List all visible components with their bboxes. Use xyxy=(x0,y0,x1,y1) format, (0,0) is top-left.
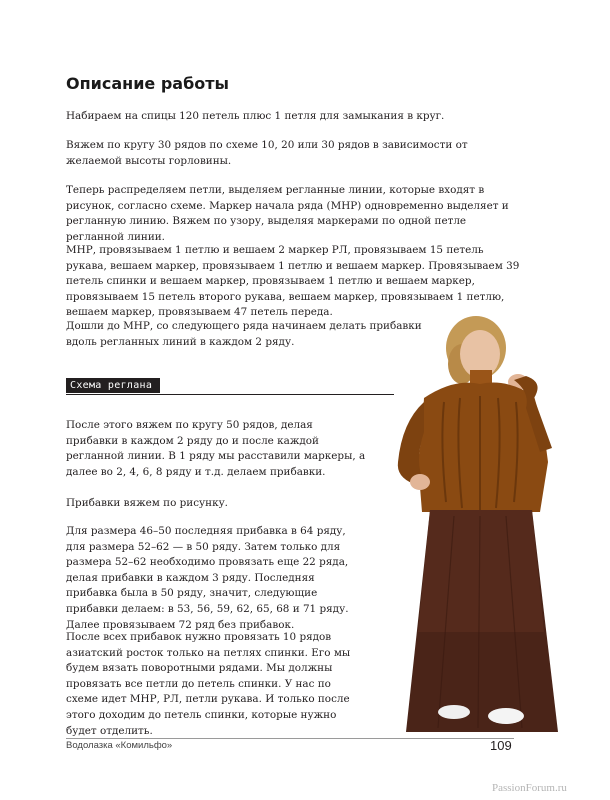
paragraph-raglan-rows: После этого вяжем по кругу 50 рядов, делая прибавки в каждом 2 ряду до и после каждой регланной линии. В 1 ряду мы расставили маркеры, а далее во 2, 4, 6, 8 ряду и т.д. делаем прибавки. xyxy=(66,419,366,478)
watermark: PassionForum.ru xyxy=(492,782,567,794)
paragraph-raglan-lines: Теперь распределяем петли, выделяем регланные линии, которые входят в рисунок, согласно схеме. Маркер начала ряда (МНР) одновременно выделяет и регланную линию. Вяжем по узору, выделяя маркерами по одной петле регланной линии. xyxy=(66,184,509,243)
paragraph-neck: Вяжем по кругу 30 рядов по схеме 10, 20 или 30 рядов в зависимости от желаемой высоты горловины. xyxy=(66,139,468,167)
footer-title: Водолазка «Комильфо» xyxy=(66,740,173,751)
page-number: 109 xyxy=(490,738,512,753)
page-heading: Описание работы xyxy=(66,74,229,93)
woman-in-knitted-sweater-photo xyxy=(394,312,564,740)
paragraph-size-increases: Для размера 46–50 последняя прибавка в 64 ряду, для размера 52–62 — в 50 ряду. Затем только для размера 52–62 необходимо провязать еще 22 ряда, делая прибавки в каждом 3 ряду. Последняя прибавка была в 50 ряду, значит, следующие прибавки делаем: в 53, 56, 59, 62, 65, 68 и 71 ряду. Далее провязываем 72 ряд без прибавок. xyxy=(66,525,349,631)
paragraph-increases-start: Дошли до МНР, со следующего ряда начинаем делать прибавки вдоль регланных линий в каждом 2 ряду. xyxy=(66,320,422,348)
paragraph-markers: МНР, провязываем 1 петлю и вешаем 2 маркер РЛ, провязываем 15 петель рукава, вешаем маркер, провязываем 1 петлю и вешаем маркер. Провязываем 39 петель спинки и вешаем маркер, провязываем 1 петлю и вешаем маркер, провязываем 15 петель второго рукава, вешаем маркер, провязываем 1 петлю, вешаем маркер, провязываем 47 петель переда. xyxy=(66,244,520,319)
paragraph-cast-on: Набираем на спицы 120 петель плюс 1 петля для замыкания в круг. xyxy=(66,110,445,122)
section-header xyxy=(66,378,394,395)
footer-divider xyxy=(66,738,514,739)
paragraph-pattern-increases: Прибавки вяжем по рисунку. xyxy=(66,497,228,509)
section-label: Схема реглана xyxy=(66,378,160,393)
paragraph-short-rows: После всех прибавок нужно провязать 10 рядов азиатский росток только на петлях спинки. Его мы будем вязать поворотными рядами. Мы должны провязать все петли до петель спинки. У нас по схеме идет МНР, РЛ, петли рукава. И только после этого доходим до петель спинки, которые нужно будет отделить. xyxy=(66,631,351,737)
